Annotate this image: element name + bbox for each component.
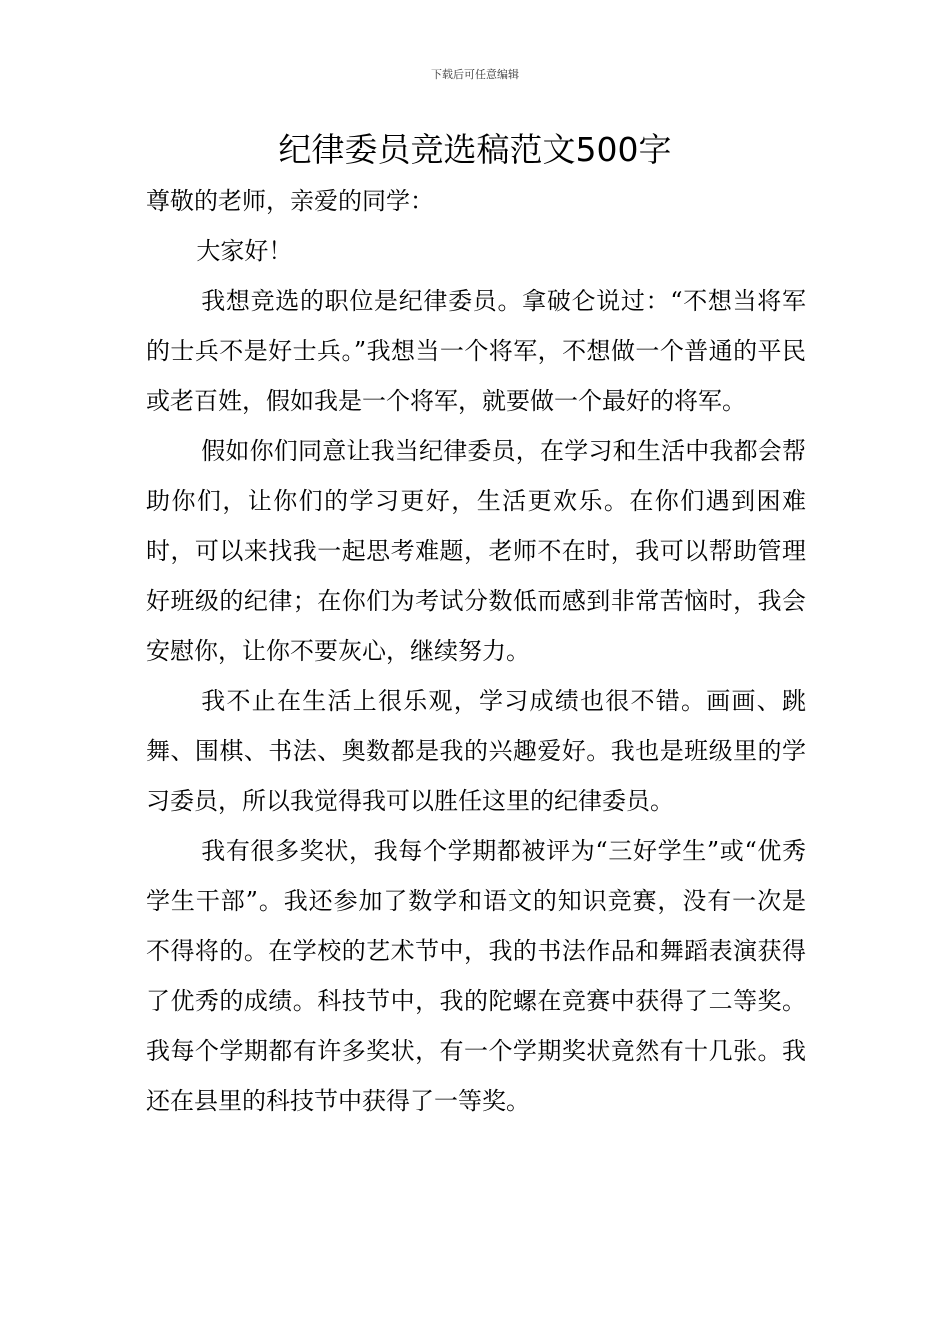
document-body (146, 176, 806, 1126)
paragraph: 我有很多奖状，我每个学期都被评为“三好学生”或“优秀学生干部”。我还参加了数学和语文的知识竞赛，没有一次是不得将的。在学校的艺术节中，我的书法作品和舞蹈表演获得了优秀的成绩。科技节中，我的陀螺在竞赛中获得了二等奖。我每个学期都有许多奖状，有一个学期奖状竟然有十几张。我还在县里的科技节中获得了一等奖。 (146, 837, 806, 1115)
greeting: 大家好！ (196, 237, 293, 265)
salutation: 尊敬的老师，亲爱的同学： (146, 187, 434, 215)
page-title: 纪律委员竞选稿范文500字 (278, 130, 672, 169)
paragraph: 我想竞选的职位是纪律委员。拿破仑说过：“不想当将军的士兵不是好士兵。”我想当一个将军，不想做一个普通的平民或老百姓，假如我是一个将军，就要做一个最好的将军。 (146, 287, 806, 415)
header-note: 下载后可任意编辑 (431, 68, 519, 81)
paragraph: 我不止在生活上很乐观，学习成绩也很不错。画画、跳舞、围棋、书法、奥数都是我的兴趣爱好。我也是班级里的学习委员，所以我觉得我可以胜任这里的纪律委员。 (146, 687, 806, 815)
paragraph: 假如你们同意让我当纪律委员，在学习和生活中我都会帮助你们，让你们的学习更好，生活更欢乐。在你们遇到困难时，可以来找我一起思考难题，老师不在时，我可以帮助管理好班级的纪律；在你们为考试分数低而感到非常苦恼时，我会安慰你，让你不要灰心，继续努力。 (146, 437, 806, 665)
